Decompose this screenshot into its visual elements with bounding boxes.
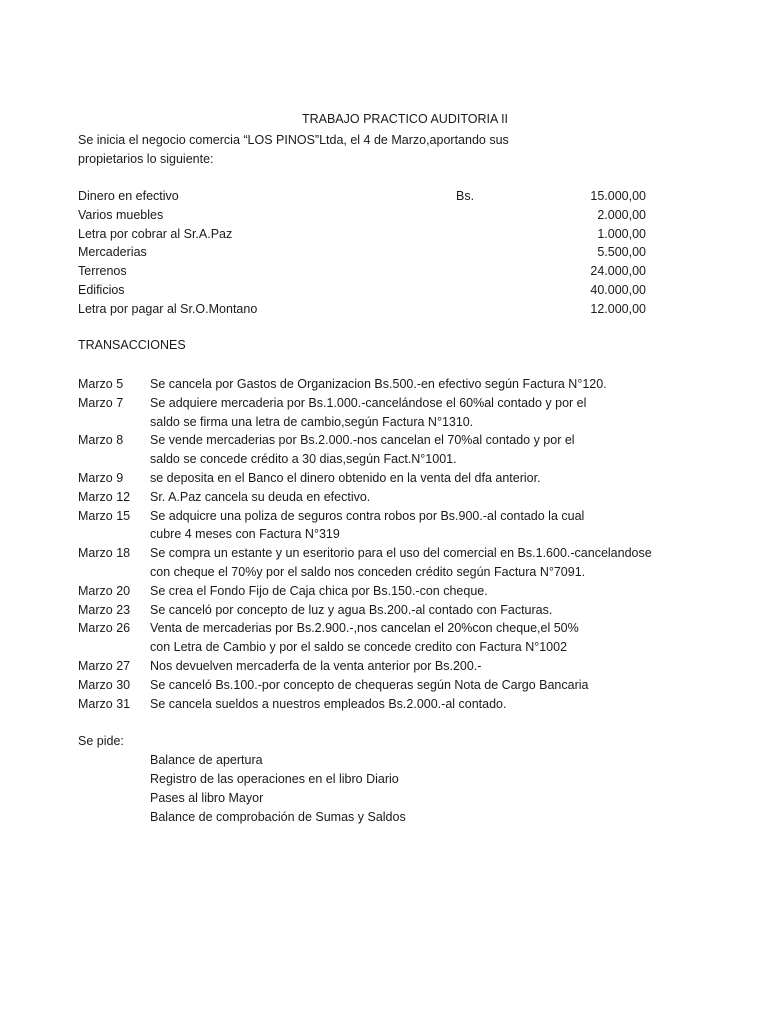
asset-amount: 2.000,00 bbox=[597, 207, 646, 222]
asset-row bbox=[78, 225, 646, 244]
asset-row bbox=[78, 281, 646, 300]
transaction-description: Nos devuelven mercaderfa de la venta anterior por Bs.200.- bbox=[150, 658, 482, 673]
requirements-list bbox=[150, 751, 406, 827]
transaction-row bbox=[78, 582, 678, 601]
asset-amount: 5.500,00 bbox=[597, 245, 646, 260]
transaction-row bbox=[78, 394, 678, 432]
requirement-item: Balance de comprobación de Sumas y Saldos bbox=[150, 810, 406, 824]
transaction-date: Marzo 20 bbox=[78, 583, 131, 598]
transaction-date: Marzo 7 bbox=[78, 395, 124, 410]
requirement-item: Registro de las operaciones en el libro Diario bbox=[150, 772, 399, 786]
transaction-row bbox=[78, 469, 678, 488]
transaction-description: Sr. A.Paz cancela su deuda en efectivo. bbox=[150, 489, 371, 504]
requirement-item: Pases al libro Mayor bbox=[150, 791, 264, 805]
transaction-description: Se canceló por concepto de luz y agua Bs.200.-al contado con Facturas. bbox=[150, 602, 553, 617]
transaction-description: Se vende mercaderias por Bs.2.000.-nos cancelan el 70%al contado y por el saldo se concede crédito a 30 dias,según Fact.N°1001. bbox=[150, 433, 575, 467]
transaction-row bbox=[78, 657, 678, 676]
asset-label: Mercaderias bbox=[78, 245, 147, 260]
transaction-row bbox=[78, 695, 678, 714]
asset-amount: 40.000,00 bbox=[590, 282, 646, 297]
asset-label: Letra por pagar al Sr.O.Montano bbox=[78, 301, 258, 316]
transaction-row bbox=[78, 601, 678, 620]
transactions-heading: TRANSACCIONES bbox=[78, 338, 186, 352]
asset-label: Edificios bbox=[78, 282, 125, 297]
asset-amount: 1.000,00 bbox=[597, 226, 646, 241]
asset-label: Dinero en efectivo bbox=[78, 189, 179, 203]
transaction-date: Marzo 30 bbox=[78, 677, 131, 692]
asset-amount: 12.000,00 bbox=[590, 301, 646, 316]
intro-paragraph bbox=[78, 131, 538, 169]
transaction-date: Marzo 26 bbox=[78, 621, 131, 636]
transaction-description: Se compra un estante y un eseritorio para el uso del comercial en Bs.1.600.-cancelandose con cheque el 70%y por el saldo nos conceden crédito según Factura N°7091. bbox=[150, 546, 652, 579]
asset-label: Terrenos bbox=[78, 264, 127, 279]
transactions-list bbox=[78, 375, 678, 713]
transaction-row bbox=[78, 431, 678, 469]
transaction-date: Marzo 15 bbox=[78, 508, 131, 523]
document-title: TRABAJO PRACTICO AUDITORIA II bbox=[301, 112, 509, 126]
transaction-row bbox=[78, 375, 678, 394]
transaction-date: Marzo 31 bbox=[78, 696, 131, 711]
transaction-description: Se canceló Bs.100.-por concepto de chequeras según Nota de Cargo Bancaria bbox=[150, 677, 589, 692]
transaction-description: Se cancela por Gastos de Organizacion Bs.500.-en efectivo según Factura N°120. bbox=[150, 377, 607, 391]
intro-line-2: propietarios lo siguiente: bbox=[78, 152, 214, 166]
transaction-description: Venta de mercaderias por Bs.2.900.-,nos cancelan el 20%con cheque,el 50% con Letra de Cambio y por el saldo se concede credito con Factura N°1002 bbox=[150, 621, 579, 655]
asset-row bbox=[78, 300, 646, 319]
transaction-date: Marzo 23 bbox=[78, 602, 131, 617]
asset-row bbox=[78, 206, 646, 225]
assets-list bbox=[78, 187, 646, 319]
transaction-description: se deposita en el Banco el dinero obtenido en la venta del dfa anterior. bbox=[150, 470, 541, 485]
transaction-date: Marzo 18 bbox=[78, 546, 131, 561]
transaction-date: Marzo 8 bbox=[78, 433, 124, 448]
transaction-date: Marzo 9 bbox=[78, 470, 124, 485]
asset-row bbox=[78, 187, 646, 206]
transaction-description: Se cancela sueldos a nuestros empleados Bs.2.000.-al contado. bbox=[150, 696, 507, 711]
se-pide-heading: Se pide: bbox=[78, 734, 124, 748]
asset-row bbox=[78, 262, 646, 281]
transaction-row bbox=[78, 544, 678, 582]
transaction-date: Marzo 12 bbox=[78, 489, 131, 504]
asset-label: Varios muebles bbox=[78, 207, 164, 222]
asset-currency: Bs. bbox=[456, 189, 475, 203]
transaction-date: Marzo 5 bbox=[78, 377, 124, 391]
transaction-date: Marzo 27 bbox=[78, 658, 131, 673]
transaction-row bbox=[78, 507, 678, 545]
transaction-description: Se adquicre una poliza de seguros contra robos por Bs.900.-al contado la cual cubre 4 meses con Factura N°319 bbox=[150, 508, 585, 542]
transaction-row bbox=[78, 619, 678, 657]
requirement-item: Balance de apertura bbox=[150, 753, 263, 767]
intro-line-1: Se inicia el negocio comercia “LOS PINOS”Ltda, el 4 de Marzo,aportando sus bbox=[78, 133, 509, 147]
transaction-row bbox=[78, 488, 678, 507]
transaction-row bbox=[78, 676, 678, 695]
transaction-description: Se crea el Fondo Fijo de Caja chica por Bs.150.-con cheque. bbox=[150, 583, 488, 598]
asset-label: Letra por cobrar al Sr.A.Paz bbox=[78, 226, 233, 241]
asset-amount: 15.000,00 bbox=[590, 189, 646, 203]
asset-row bbox=[78, 243, 646, 262]
transaction-description: Se adquiere mercaderia por Bs.1.000.-cancelándose el 60%al contado y por el saldo se firma una letra de cambio,según Factura N°1310. bbox=[150, 395, 587, 429]
asset-amount: 24.000,00 bbox=[590, 264, 646, 279]
